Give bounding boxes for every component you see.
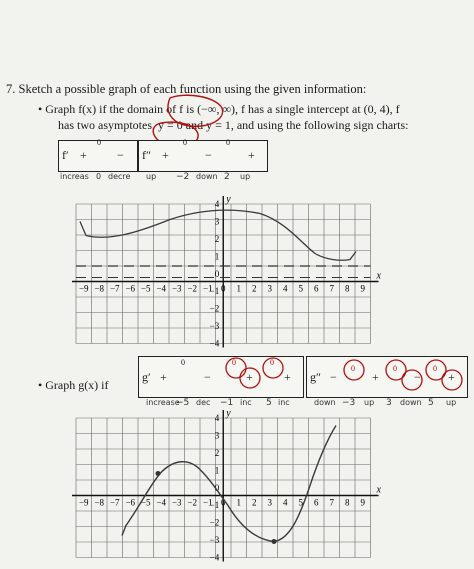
y-tick-label: 1 [214, 465, 220, 476]
gprime-label: g′ [142, 370, 151, 384]
x-tick-label: 5 [298, 283, 303, 294]
x-tick-label: −2 [187, 283, 198, 294]
x-tick-label: 9 [360, 497, 365, 508]
gdouble-sign-3: − [414, 370, 421, 384]
y-axis-label: y [226, 408, 231, 419]
fdouble-sign-1: + [162, 148, 169, 162]
x-tick-label: 4 [283, 283, 288, 294]
y-tick-label: −3 [209, 535, 220, 546]
gprime-note-2: −5 [176, 398, 190, 408]
gdouble-note-5: down [400, 398, 422, 407]
x-tick-label: −9 [78, 283, 89, 294]
point-marker [156, 471, 161, 476]
fprime-sign-1: + [80, 148, 87, 162]
x-tick-label: −8 [94, 497, 105, 508]
gprime-note-1: increase [146, 398, 180, 407]
fdouble-zero-1: 0 [183, 138, 187, 147]
gdouble-note-2: −3 [342, 398, 356, 408]
x-tick-label: −7 [109, 283, 120, 294]
gprime-zero-3: 0 [270, 358, 274, 367]
gprime-zero-1: 0 [181, 358, 185, 367]
fdouble-note-5: up [240, 172, 251, 181]
y-tick-label: 4 [214, 199, 220, 209]
fprime-note-3: decre [108, 172, 131, 181]
y-axis-label: y [226, 194, 231, 205]
y-tick-label: −3 [209, 321, 220, 332]
y-tick-label: 1 [214, 251, 220, 262]
graph-g-grid [60, 404, 380, 564]
x-tick-label: −7 [109, 497, 120, 508]
fdouble-note-3: down [196, 172, 218, 181]
x-tick-label: 0 [221, 283, 226, 294]
gdouble-sign-2: + [372, 370, 379, 384]
y-tick-label: −4 [209, 552, 220, 563]
x-tick-label: −1 [202, 283, 213, 294]
x-tick-label: −5 [140, 497, 151, 508]
gdouble-sign-1: − [330, 370, 337, 384]
sketched-curve-g [122, 426, 336, 542]
x-axis-label: x [376, 484, 381, 496]
gdouble-note-6: 5 [428, 398, 434, 408]
question-title: 7. Sketch a possible graph of each function using the given information: [6, 82, 367, 96]
gprime-sign-1: + [160, 370, 167, 384]
fprime-note-2: 0 [96, 172, 102, 181]
x-tick-label: −8 [94, 283, 105, 294]
gprime-sign-2: − [204, 370, 211, 384]
x-tick-label: 2 [252, 497, 257, 508]
fprime-note-1: increas [60, 172, 89, 181]
fdouble-note-1: up [146, 172, 157, 181]
gdouble-note-4: 3 [386, 398, 392, 408]
gprime-note-6: 5 [266, 398, 272, 408]
x-axis-label: x [376, 270, 381, 282]
x-tick-label: −4 [156, 497, 167, 508]
x-tick-label: 7 [329, 497, 334, 508]
y-tick-label: −2 [209, 517, 220, 528]
gdouble-note-7: up [446, 398, 457, 407]
y-tick-label: −1 [209, 500, 220, 511]
gprime-note-4: −1 [220, 398, 234, 408]
gprime-sign-3: + [246, 370, 253, 384]
fdouble-label: f″ [142, 148, 151, 162]
x-tick-label: 0 [221, 497, 226, 508]
y-tick-label: −1 [209, 286, 220, 297]
gdouble-zero-1: 0 [351, 364, 355, 373]
y-tick-label: −4 [209, 338, 220, 349]
x-tick-label: −5 [140, 283, 151, 294]
gprime-zero-2: 0 [232, 358, 236, 367]
fdouble-note-4: 2 [224, 172, 230, 182]
gdouble-note-1: down [314, 398, 336, 407]
gdouble-note-3: up [364, 398, 375, 407]
x-tick-label: 1 [236, 497, 241, 508]
fprime-sign-2: − [117, 148, 124, 162]
fdouble-note-2: −2 [176, 172, 190, 182]
bullet2-label: • Graph g(x) if [38, 378, 109, 392]
gprime-note-3: dec [196, 398, 211, 407]
y-tick-label: 2 [214, 233, 220, 244]
fdouble-sign-2: − [205, 148, 212, 162]
gprime-sign-4: + [284, 370, 291, 384]
y-tick-label: 2 [214, 447, 220, 458]
fprime-zero: 0 [97, 138, 101, 147]
y-tick-label: 3 [214, 430, 220, 441]
x-tick-label: −6 [125, 497, 136, 508]
bullet1-line2: has two asymptotes, y = 0 and y = 1, and using the following sign charts: [58, 118, 409, 132]
gprime-note-5: inc [240, 398, 252, 407]
gdouble-label: g″ [310, 370, 321, 384]
x-tick-label: 8 [345, 497, 350, 508]
x-tick-label: 3 [267, 283, 272, 294]
y-tick-label: 0 [214, 268, 220, 279]
fdouble-zero-2: 0 [226, 138, 230, 147]
y-tick-label: 4 [214, 413, 220, 423]
gdouble-zero-3: 0 [433, 364, 437, 373]
x-tick-label: −3 [171, 497, 182, 508]
x-tick-label: −2 [187, 497, 198, 508]
x-tick-label: −3 [171, 283, 182, 294]
gprime-note-7: inc [278, 398, 290, 407]
x-tick-label: 3 [267, 497, 272, 508]
y-tick-label: −2 [209, 303, 220, 314]
x-tick-label: 4 [283, 497, 288, 508]
x-tick-label: −1 [202, 497, 213, 508]
bullet1-line1: • Graph f(x) if the domain of f is (−∞, ∞), f has a single intercept at (0, 4), f [38, 102, 400, 116]
fprime-label: f′ [62, 148, 69, 162]
gdouble-zero-2: 0 [393, 364, 397, 373]
x-tick-label: −9 [78, 497, 89, 508]
y-tick-label: 3 [214, 216, 220, 227]
x-tick-label: −6 [125, 283, 136, 294]
x-tick-label: 8 [345, 283, 350, 294]
x-tick-label: 5 [298, 497, 303, 508]
x-tick-label: 2 [252, 283, 257, 294]
x-tick-label: 6 [314, 283, 319, 294]
x-tick-label: 6 [314, 497, 319, 508]
gdouble-sign-4: + [448, 370, 455, 384]
y-tick-label: 0 [214, 482, 220, 493]
x-tick-label: 7 [329, 283, 334, 294]
x-tick-label: −4 [156, 283, 167, 294]
x-tick-label: 1 [236, 283, 241, 294]
point-marker [272, 539, 277, 544]
fdouble-sign-3: + [248, 148, 255, 162]
x-tick-label: 9 [360, 283, 365, 294]
